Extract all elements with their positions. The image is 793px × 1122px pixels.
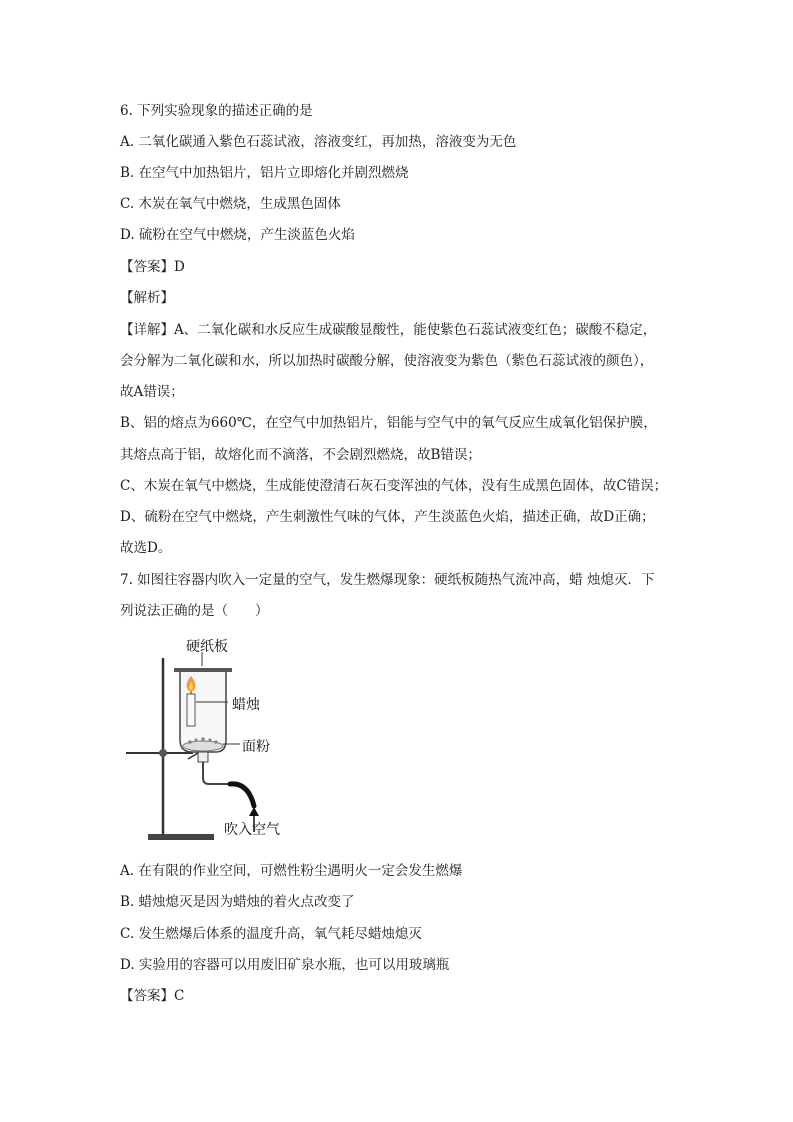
q6-detail-line: 其熔点高于铝，故熔化而不滴落，不会剧烈燃烧，故B错误； (120, 447, 481, 463)
q7-option-d: D. 实验用的容器可以用废旧矿泉水瓶，也可以用玻璃瓶 (120, 957, 450, 973)
stand-base (148, 834, 214, 840)
flour-label: 面粉 (242, 739, 270, 755)
experiment-figure (118, 636, 318, 848)
q6-detail-line: 故选D。 (120, 540, 172, 556)
q6-answer: 【答案】D (120, 259, 185, 275)
q7-answer: 【答案】C (120, 988, 185, 1004)
rubber-tube (230, 784, 254, 806)
q7-option-c: C. 发生燃爆后体系的温度升高，氧气耗尽蜡烛熄灭 (120, 926, 422, 942)
q6-detail-line: C、木炭在氧气中燃烧，生成能使澄清石灰石变浑浊的气体，没有生成黑色固体，故C错误； (120, 478, 668, 494)
connector (198, 752, 208, 762)
q6-detail-line: 【详解】A、二氧化碳和水反应生成碳酸显酸性，能使紫色石蕊试液变红色；碳酸不稳定， (120, 322, 657, 338)
q7-option-b: B. 蜡烛熄灭是因为蜡烛的着火点改变了 (120, 894, 355, 910)
q7-option-a: A. 在有限的作业空间，可燃性粉尘遇明火一定会发生燃爆 (120, 863, 463, 879)
glass-tube (203, 762, 230, 784)
question-6-stem: 6. 下列实验现象的描述正确的是 (120, 103, 313, 119)
question-7-stem-cont: 列说法正确的是（ ） (120, 603, 269, 619)
q6-option-b: B. 在空气中加热铝片，铝片立即熔化并剧烈燃烧 (120, 165, 409, 181)
question-7-stem: 7. 如图往容器内吹入一定量的空气，发生燃爆现象：硬纸板随热气流冲高，蜡 烛熄灭．下 (120, 572, 655, 588)
q6-detail-line: B、铝的熔点为660℃，在空气中加热铝片，铝能与空气中的氧气反应生成氧化铝保护膜， (120, 415, 657, 431)
cardboard (174, 668, 232, 672)
q6-detail-line: D、硫粉在空气中燃烧，产生刺激性气味的气体，产生淡蓝色火焰，描述正确，故D正确； (120, 509, 655, 525)
q6-analysis-label: 【解析】 (120, 290, 174, 306)
blow-air-label: 吹入空气 (224, 822, 280, 838)
q6-option-d: D. 硫粉在空气中燃烧，产生淡蓝色火焰 (120, 227, 355, 243)
clamp-joint (159, 749, 167, 757)
q6-detail-line: 故A错误； (120, 384, 184, 400)
apparatus-diagram (118, 636, 318, 848)
q6-detail-line: 会分解为二氧化碳和水，所以加热时碳酸分解，使溶液变为紫色（紫色石蕊试液的颜色）， (120, 353, 654, 369)
candle-label: 蜡烛 (232, 697, 260, 713)
q6-option-c: C. 木炭在氧气中燃烧，生成黑色固体 (120, 196, 341, 212)
candle (187, 694, 195, 726)
cardboard-label: 硬纸板 (186, 639, 228, 655)
q6-option-a: A. 二氧化碳通入紫色石蕊试液，溶液变红，再加热，溶液变为无色 (120, 134, 517, 150)
air-arrow-head (249, 807, 259, 816)
